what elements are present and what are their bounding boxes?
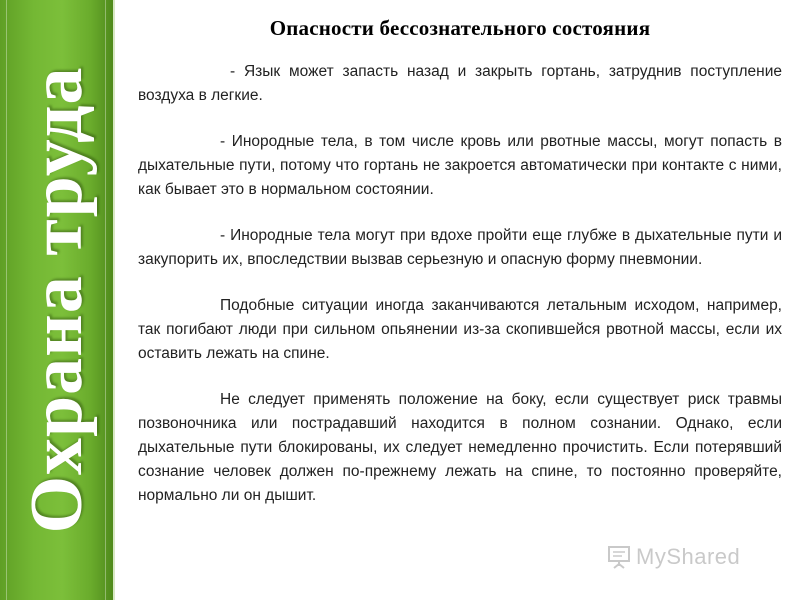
watermark-text: MyShared [636,544,741,569]
sidebar-title: Охрана труда [16,66,98,534]
sidebar [0,0,115,600]
paragraph-lethal-outcome: Подобные ситуации иногда заканчиваются летальным исходом, например, так погибают люди при сильном опьянении из-за скопившейся рвотной массы, если их оставить лежать на спине. [138,297,782,362]
paragraph-tongue: - Язык может запасть назад и закрыть гортань, затруднив поступление воздуха в легкие. [138,63,782,104]
page-title: Опасности бессознательного состояния [269,16,651,40]
slide-content [138,0,782,600]
paragraph-pneumonia: - Инородные тела могут при вдохе пройти еще глубже в дыхательные пути и закупорить их, впоследствии вызвав серьезную и опасную форму пневмонии. [138,227,782,268]
sidebar-divider-left [6,0,7,600]
presentation-board-icon [606,544,632,570]
watermark [606,544,740,570]
paragraph-side-position: Не следует применять положение на боку, если существует риск травмы позвоночника или пострадавший находится в полном сознании. Однако, если дыхательные пути блокированы, их следует немедленно прочистить. Если потерявший сознание человек должен по-прежнему лежать на спине, то постоянно проверяйте, нормально ли он дышит. [138,391,782,504]
paragraph-foreign-bodies: - Инородные тела, в том числе кровь или рвотные массы, могут попасть в дыхательные пути, потому что гортань не закроется автоматически при контакте с ними, как бывает это в нормальном состоянии. [138,133,782,198]
sidebar-divider-right [105,0,106,600]
